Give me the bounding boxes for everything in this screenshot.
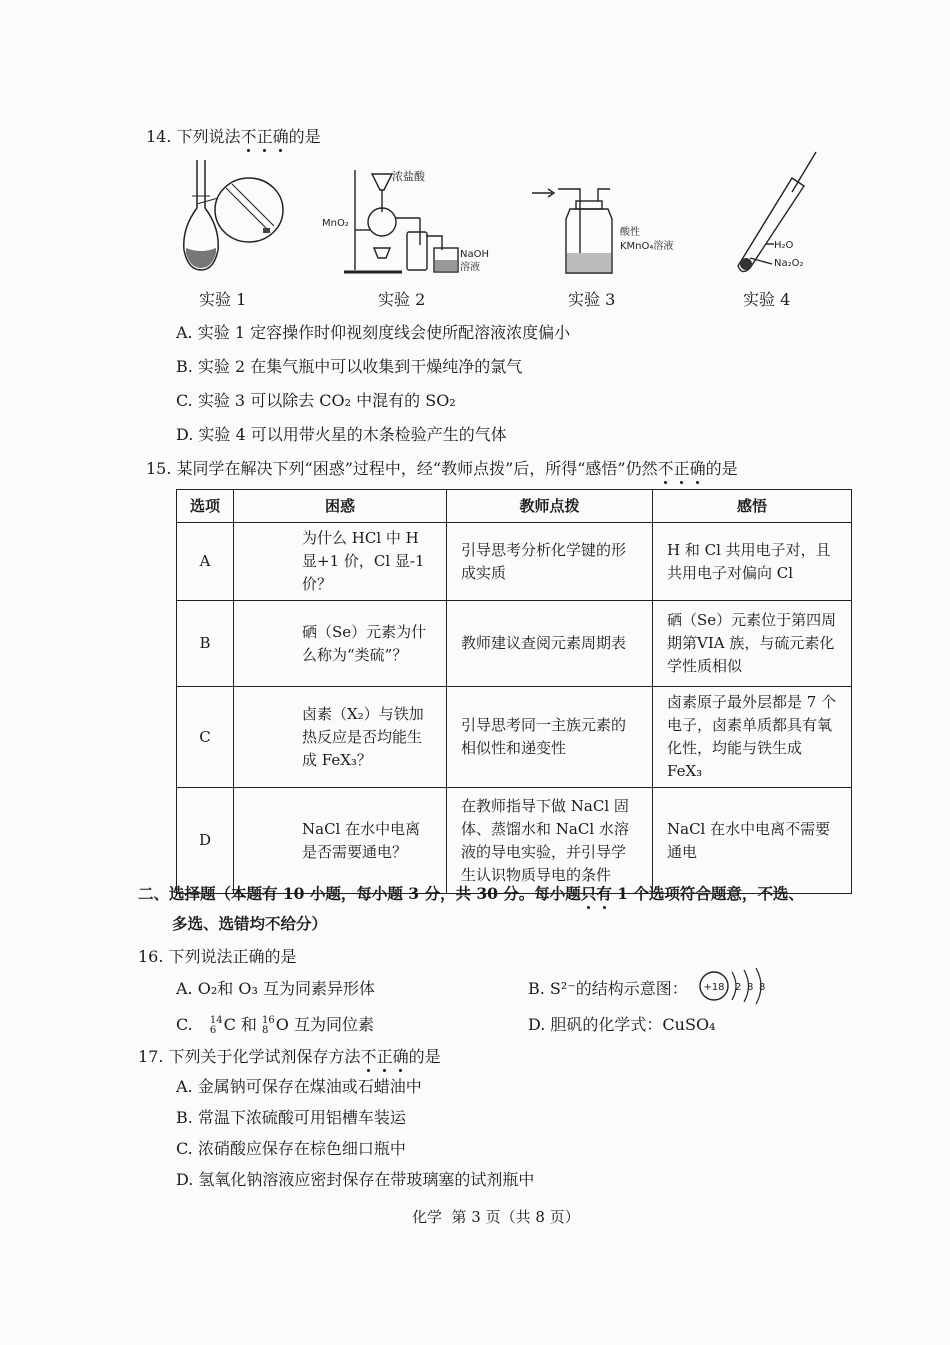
experiment4-diagram (728, 148, 838, 278)
header-insight: 感悟 (653, 490, 852, 523)
row-insight: H 和 Cl 共用电子对，且共用电子对偏向 Cl (653, 523, 852, 601)
header-guidance: 教师点拨 (447, 490, 653, 523)
table-header-row (177, 490, 852, 523)
gas-collection-bottle (407, 232, 427, 270)
shell-electrons-2: 8 (747, 982, 754, 993)
section2-emphasis: 只有 (580, 884, 612, 903)
nucleus-charge: +18 (703, 982, 725, 993)
h2o-label: H₂O (774, 240, 794, 251)
funnel (372, 174, 392, 190)
isotope-o16: 16 8 (262, 1014, 275, 1036)
q14-option-d: D. 实验 4 可以用带火星的木条检验产生的气体 (176, 425, 507, 444)
experiment2-caption: 实验 2 (378, 290, 426, 309)
isotope-c14: 14 6 (209, 1014, 223, 1036)
row-option: D (177, 788, 234, 894)
row-confusion: 卤素（X₂）与铁加热反应是否均能生成 FeX₃？ (234, 687, 447, 788)
row-guidance: 在教师指导下做 NaCl 固体、蒸馏水和 NaCl 水溶液的导电实验，并引导学生认识物质导电的条件 (447, 788, 653, 894)
q14-option-b: B. 实验 2 在集气瓶中可以收集到干燥纯净的氯气 (176, 357, 523, 376)
q15-table (176, 489, 852, 894)
experiment3-diagram (532, 183, 692, 279)
section2-header-line2: 多选、选错均不给分） (172, 914, 328, 933)
row-confusion: 为什么 HCl 中 H 显+1 价，Cl 显-1 价？ (234, 523, 447, 601)
experiment3-caption: 实验 3 (568, 290, 616, 309)
experiment2-diagram (322, 160, 498, 280)
header-option: 选项 (177, 490, 234, 523)
kmno4-acid-label: 酸性 (620, 227, 640, 238)
row-confusion: NaCl 在水中电离是否需要通电？ (234, 788, 447, 894)
q17-option-b: B. 常温下浓硫酸可用铝槽车装运 (176, 1108, 406, 1127)
mno2-label: MnO₂ (322, 218, 349, 229)
q15-stem: 15. 某同学在解决下列“困惑”过程中，经“教师点拨”后，所得“感悟”仍然不正确的是 (146, 456, 738, 479)
q14-stem: 14. 下列说法不正确的是 (146, 124, 321, 147)
eye-mark (263, 228, 270, 233)
q16-option-d: D. 胆矾的化学式：CuSO₄ (528, 1015, 716, 1034)
row-confusion: 硒（Se）元素为什么称为“类硫”？ (234, 601, 447, 687)
round-bottom-flask (368, 208, 396, 236)
table-row (177, 601, 852, 687)
q16-option-c: C. 14 6 C 和 16 8 O 互为同位素 (176, 1014, 374, 1036)
kmno4-label: KMnO₄溶液 (620, 241, 674, 252)
page-footer: 化学 第 3 页（共 8 页） (412, 1208, 580, 1226)
q17-stem: 17. 下列关于化学试剂保存方法不正确的是 (138, 1044, 441, 1067)
q16-stem: 16. 下列说法正确的是 (138, 947, 297, 966)
row-insight: NaCl 在水中电离不需要通电 (653, 788, 852, 894)
q17-option-a: A. 金属钠可保存在煤油或石蜡油中 (176, 1077, 422, 1096)
table-row (177, 687, 852, 788)
q17-option-c: C. 浓硝酸应保存在棕色细口瓶中 (176, 1139, 406, 1158)
row-option: B (177, 601, 234, 687)
conc-hcl-label: 浓盐酸 (392, 170, 425, 183)
row-insight: 卤素原子最外层都是 7 个电子，卤素单质都具有氧化性，均能与铁生成 FeX₃ (653, 687, 852, 788)
experiment1-diagram (178, 158, 290, 278)
header-confusion: 困惑 (234, 490, 447, 523)
q14-emphasis: 不正确 (241, 127, 289, 146)
q17-emphasis: 不正确 (361, 1047, 409, 1066)
q15-emphasis: 不正确 (658, 459, 706, 478)
shell-electrons-3: 8 (759, 982, 766, 993)
magnified-view-circle (215, 178, 283, 242)
s2-ion-structure-diagram (698, 966, 772, 1006)
shell-electrons-1: 2 (735, 982, 742, 993)
row-guidance: 引导思考同一主族元素的相似性和递变性 (447, 687, 653, 788)
row-guidance: 引导思考分析化学键的形成实质 (447, 523, 653, 601)
alcohol-lamp (374, 248, 390, 258)
table-row (177, 523, 852, 601)
q16-option-a: A. O₂和 O₃ 互为同素异形体 (176, 979, 375, 998)
row-option: C (177, 687, 234, 788)
q14-option-a: A. 实验 1 定容操作时仰视刻度线会使所配溶液浓度偏小 (176, 323, 571, 342)
table-row (177, 788, 852, 894)
section2-header-line1: 二、选择题（本题有 10 小题，每小题 3 分，共 30 分。每小题只有 1 个选项符合题意，不选、 (138, 884, 804, 903)
na2o2-label: Na₂O₂ (774, 258, 804, 269)
q17-option-d: D. 氢氧化钠溶液应密封保存在带玻璃塞的试剂瓶中 (176, 1170, 535, 1189)
experiment1-caption: 实验 1 (199, 290, 247, 309)
naoh-label: NaOH (460, 249, 489, 260)
experiment4-caption: 实验 4 (743, 290, 791, 309)
row-option: A (177, 523, 234, 601)
q14-option-c: C. 实验 3 可以除去 CO₂ 中混有的 SO₂ (176, 391, 456, 410)
row-insight: 硒（Se）元素位于第四周期第VIA 族，与硫元素化学性质相似 (653, 601, 852, 687)
row-guidance: 教师建议查阅元素周期表 (447, 601, 653, 687)
q16-option-b: B. S²⁻的结构示意图： (528, 979, 688, 998)
naoh-solution-label: 溶液 (460, 262, 480, 273)
